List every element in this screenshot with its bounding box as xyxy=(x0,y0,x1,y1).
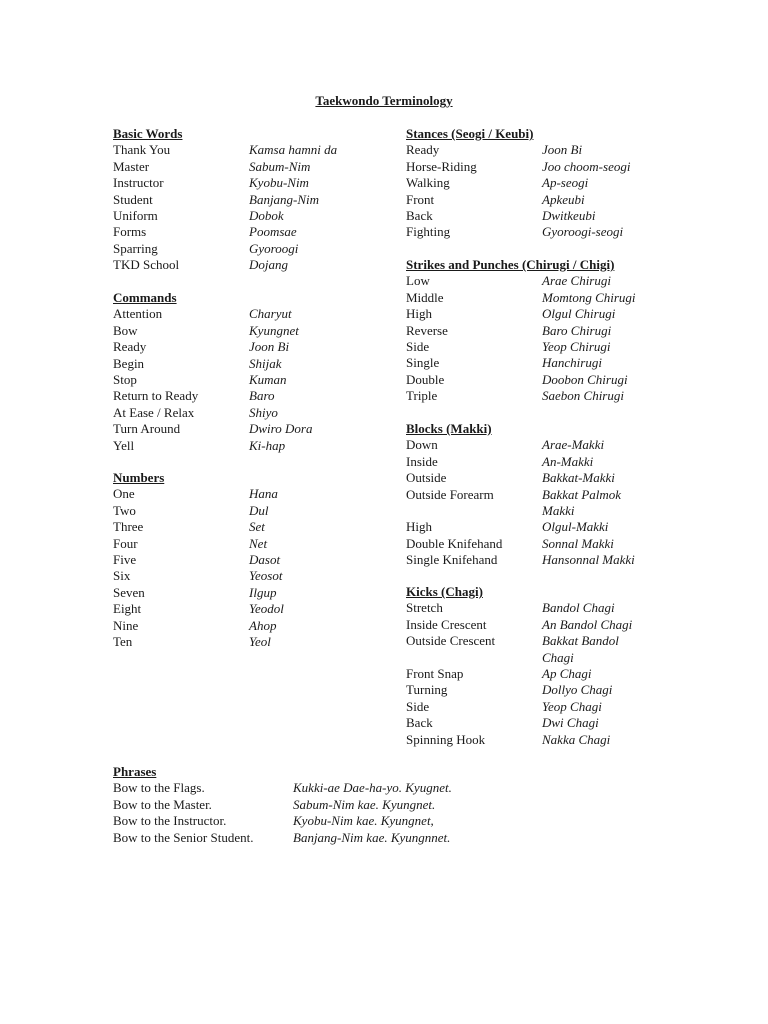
korean-term: Baro Chirugi xyxy=(542,322,612,338)
term-row xyxy=(406,633,666,666)
korean-term: Dwiro Dora xyxy=(249,421,313,437)
term-row xyxy=(406,600,666,616)
korean-term: Baro xyxy=(249,388,275,404)
korean-term: Gyoroogi xyxy=(249,240,299,256)
english-term: Fighting xyxy=(406,224,451,240)
korean-term: Dwitkeubi xyxy=(542,207,596,223)
term-row xyxy=(406,732,666,748)
english-term: Master xyxy=(113,158,150,174)
korean-term: Hanchirugi xyxy=(542,355,602,371)
basic-words-section xyxy=(113,126,373,274)
korean-term: Bakkat Palmok Makki xyxy=(542,486,622,518)
term-row xyxy=(406,273,666,289)
term-row xyxy=(113,372,373,388)
english-term: Ten xyxy=(113,633,133,649)
korean-term: Doobon Chirugi xyxy=(542,371,628,387)
korean-term: Ahop xyxy=(249,617,277,633)
korean-term: Dollyo Chagi xyxy=(542,682,613,698)
english-term: Six xyxy=(113,568,131,584)
english-term: Front xyxy=(406,191,435,207)
english-phrase: Bow to the Instructor. xyxy=(113,813,227,829)
term-row xyxy=(406,306,666,322)
term-row xyxy=(113,159,373,175)
korean-term: Arae-Makki xyxy=(542,437,605,453)
term-row xyxy=(406,142,666,158)
term-row xyxy=(113,175,373,191)
korean-term: Poomsae xyxy=(249,224,297,240)
korean-term: Yeop Chirugi xyxy=(542,338,611,354)
english-term: Inside xyxy=(406,453,438,469)
english-term: Spinning Hook xyxy=(406,731,486,747)
korean-term: Kyungnet xyxy=(249,322,299,338)
korean-term: Dojang xyxy=(249,257,288,273)
term-row xyxy=(113,585,373,601)
korean-phrase: Kyobu-Nim kae. Kyungnet, xyxy=(293,813,434,829)
section-heading: Strikes and Punches (Chirugi / Chigi) xyxy=(406,257,615,272)
english-phrase: Bow to the Master. xyxy=(113,796,212,812)
term-row xyxy=(406,454,666,470)
korean-phrase: Banjang-Nim kae. Kyungnnet. xyxy=(293,829,451,845)
english-term: Stretch xyxy=(406,600,443,616)
english-term: Begin xyxy=(113,355,145,371)
english-term: Bow xyxy=(113,322,138,338)
term-row xyxy=(113,339,373,355)
section-heading: Phrases xyxy=(113,764,157,779)
term-row xyxy=(113,552,373,568)
korean-term: Joo choom-seogi xyxy=(542,158,631,174)
term-row xyxy=(406,355,666,371)
term-row xyxy=(113,618,373,634)
commands-section xyxy=(113,290,373,454)
term-row xyxy=(406,666,666,682)
english-term: Nine xyxy=(113,617,139,633)
english-term: Sparring xyxy=(113,240,158,256)
korean-term: Bakkat-Makki xyxy=(542,470,615,486)
korean-term: Hansonnal Makki xyxy=(542,552,635,568)
section-heading: Basic Words xyxy=(113,126,183,141)
english-term: Five xyxy=(113,551,137,567)
korean-term: Charyut xyxy=(249,306,292,322)
term-row xyxy=(113,519,373,535)
korean-term: Olgul Chirugi xyxy=(542,306,616,322)
section-heading: Stances (Seogi / Keubi) xyxy=(406,126,534,141)
korean-term: Sonnal Makki xyxy=(542,535,614,551)
term-row xyxy=(113,601,373,617)
english-term: At Ease / Relax xyxy=(113,404,195,420)
term-row xyxy=(406,699,666,715)
english-term: Middle xyxy=(406,289,444,305)
section-heading: Blocks (Makki) xyxy=(406,421,492,436)
term-row xyxy=(113,634,373,650)
english-term: High xyxy=(406,519,432,535)
korean-term: Saebon Chirugi xyxy=(542,388,624,404)
english-term: One xyxy=(113,486,135,502)
korean-term: Hana xyxy=(249,486,278,502)
english-term: Double xyxy=(406,371,445,387)
korean-term: Ilgup xyxy=(249,584,277,600)
term-row xyxy=(113,323,373,339)
term-row xyxy=(113,536,373,552)
term-row xyxy=(406,519,666,535)
korean-term: Ap-seogi xyxy=(542,175,589,191)
english-term: Reverse xyxy=(406,322,448,338)
term-row xyxy=(113,306,373,322)
english-term: Yell xyxy=(113,437,135,453)
english-term: Outside Forearm xyxy=(406,486,494,502)
english-term: Double Knifehand xyxy=(406,535,503,551)
korean-term: Momtong Chirugi xyxy=(542,289,636,305)
term-row xyxy=(113,503,373,519)
english-term: Instructor xyxy=(113,175,164,191)
term-row xyxy=(406,617,666,633)
english-term: Back xyxy=(406,715,433,731)
korean-term: Kuman xyxy=(249,371,287,387)
term-row xyxy=(406,175,666,191)
term-row xyxy=(406,536,666,552)
english-term: Four xyxy=(113,535,138,551)
stances-section xyxy=(406,126,666,241)
korean-term: Dwi Chagi xyxy=(542,715,599,731)
english-term: Front Snap xyxy=(406,665,464,681)
korean-term: Sabum-Nim xyxy=(249,158,311,174)
term-row xyxy=(406,552,666,568)
term-row xyxy=(113,192,373,208)
english-term: Uniform xyxy=(113,207,158,223)
term-row xyxy=(406,208,666,224)
term-row xyxy=(113,257,373,273)
korean-term: Kyobu-Nim xyxy=(249,175,309,191)
section-heading: Kicks (Chagi) xyxy=(406,584,483,599)
page-title: Taekwondo Terminology xyxy=(315,93,453,108)
english-term: Outside Crescent xyxy=(406,633,496,649)
term-row xyxy=(406,323,666,339)
korean-term: Net xyxy=(249,535,268,551)
blocks-section xyxy=(406,421,666,569)
term-row xyxy=(113,241,373,257)
english-term: Student xyxy=(113,191,153,207)
korean-term: Banjang-Nim xyxy=(249,191,320,207)
english-term: Turn Around xyxy=(113,421,181,437)
term-row xyxy=(113,388,373,404)
english-term: Down xyxy=(406,437,438,453)
strikes-section xyxy=(406,257,666,405)
term-row xyxy=(113,224,373,240)
english-term: Triple xyxy=(406,388,438,404)
english-term: Two xyxy=(113,502,136,518)
korean-term: Gyoroogi-seogi xyxy=(542,224,624,240)
term-row xyxy=(406,682,666,698)
korean-term: Yeol xyxy=(249,633,271,649)
korean-term: Dobok xyxy=(249,207,284,223)
korean-term: Arae Chirugi xyxy=(542,273,611,289)
english-term: High xyxy=(406,306,432,322)
phrases-section xyxy=(113,764,533,846)
term-row xyxy=(113,405,373,421)
english-term: Stop xyxy=(113,371,137,387)
numbers-section xyxy=(113,470,373,650)
english-term: Seven xyxy=(113,584,145,600)
english-term: Inside Crescent xyxy=(406,616,487,632)
term-row xyxy=(113,568,373,584)
term-row xyxy=(113,421,373,437)
korean-term: Dul xyxy=(249,502,269,518)
korean-term: Set xyxy=(249,519,265,535)
english-term: Thank You xyxy=(113,142,171,158)
english-term: Ready xyxy=(113,339,147,355)
korean-term: Olgul-Makki xyxy=(542,519,609,535)
term-row xyxy=(406,715,666,731)
korean-term: Bakkat Bandol Chagi xyxy=(542,633,619,665)
korean-term: Bandol Chagi xyxy=(542,600,615,616)
english-term: Side xyxy=(406,698,430,714)
english-phrase: Bow to the Flags. xyxy=(113,780,205,796)
korean-term: Apkeubi xyxy=(542,191,585,207)
korean-phrase: Kukki-ae Dae-ha-yo. Kyugnet. xyxy=(293,780,452,796)
phrase-row xyxy=(113,780,533,796)
term-row xyxy=(406,224,666,240)
korean-term: Yeodol xyxy=(249,601,284,617)
term-row xyxy=(113,208,373,224)
english-term: Attention xyxy=(113,306,163,322)
term-row xyxy=(406,372,666,388)
korean-term: Yeop Chagi xyxy=(542,698,602,714)
term-row xyxy=(113,486,373,502)
term-row xyxy=(406,437,666,453)
english-term: Turning xyxy=(406,682,448,698)
phrase-row xyxy=(113,813,533,829)
korean-term: An Bandol Chagi xyxy=(542,616,633,632)
korean-term: Joon Bi xyxy=(249,339,290,355)
english-term: Outside xyxy=(406,470,447,486)
english-term: Single xyxy=(406,355,440,371)
term-row xyxy=(406,487,666,520)
english-term: Forms xyxy=(113,224,147,240)
phrase-row xyxy=(113,830,533,846)
english-term: Low xyxy=(406,273,430,289)
english-term: Walking xyxy=(406,175,450,191)
korean-term: Joon Bi xyxy=(542,142,583,158)
korean-term: Kamsa hamni da xyxy=(249,142,338,158)
section-heading: Numbers xyxy=(113,470,165,485)
korean-term: An-Makki xyxy=(542,453,594,469)
term-row xyxy=(406,159,666,175)
english-term: Ready xyxy=(406,142,440,158)
korean-term: Ki-hap xyxy=(249,437,286,453)
term-row xyxy=(406,339,666,355)
english-term: Horse-Riding xyxy=(406,158,477,174)
term-row xyxy=(406,388,666,404)
english-term: TKD School xyxy=(113,257,180,273)
korean-term: Shiyo xyxy=(249,404,278,420)
phrase-row xyxy=(113,797,533,813)
kicks-section xyxy=(406,584,666,748)
term-row xyxy=(113,438,373,454)
term-row xyxy=(113,142,373,158)
korean-phrase: Sabum-Nim kae. Kyungnet. xyxy=(293,796,436,812)
english-term: Three xyxy=(113,519,144,535)
english-term: Eight xyxy=(113,601,142,617)
korean-term: Ap Chagi xyxy=(542,665,592,681)
korean-term: Yeosot xyxy=(249,568,283,584)
section-heading: Commands xyxy=(113,290,177,305)
term-row xyxy=(406,470,666,486)
korean-term: Shijak xyxy=(249,355,282,371)
english-term: Back xyxy=(406,207,433,223)
english-term: Side xyxy=(406,338,430,354)
english-term: Return to Ready xyxy=(113,388,199,404)
korean-term: Nakka Chagi xyxy=(542,731,611,747)
term-row xyxy=(113,356,373,372)
term-row xyxy=(406,192,666,208)
term-row xyxy=(406,290,666,306)
korean-term: Dasot xyxy=(249,551,281,567)
english-phrase: Bow to the Senior Student. xyxy=(113,829,254,845)
english-term: Single Knifehand xyxy=(406,552,498,568)
